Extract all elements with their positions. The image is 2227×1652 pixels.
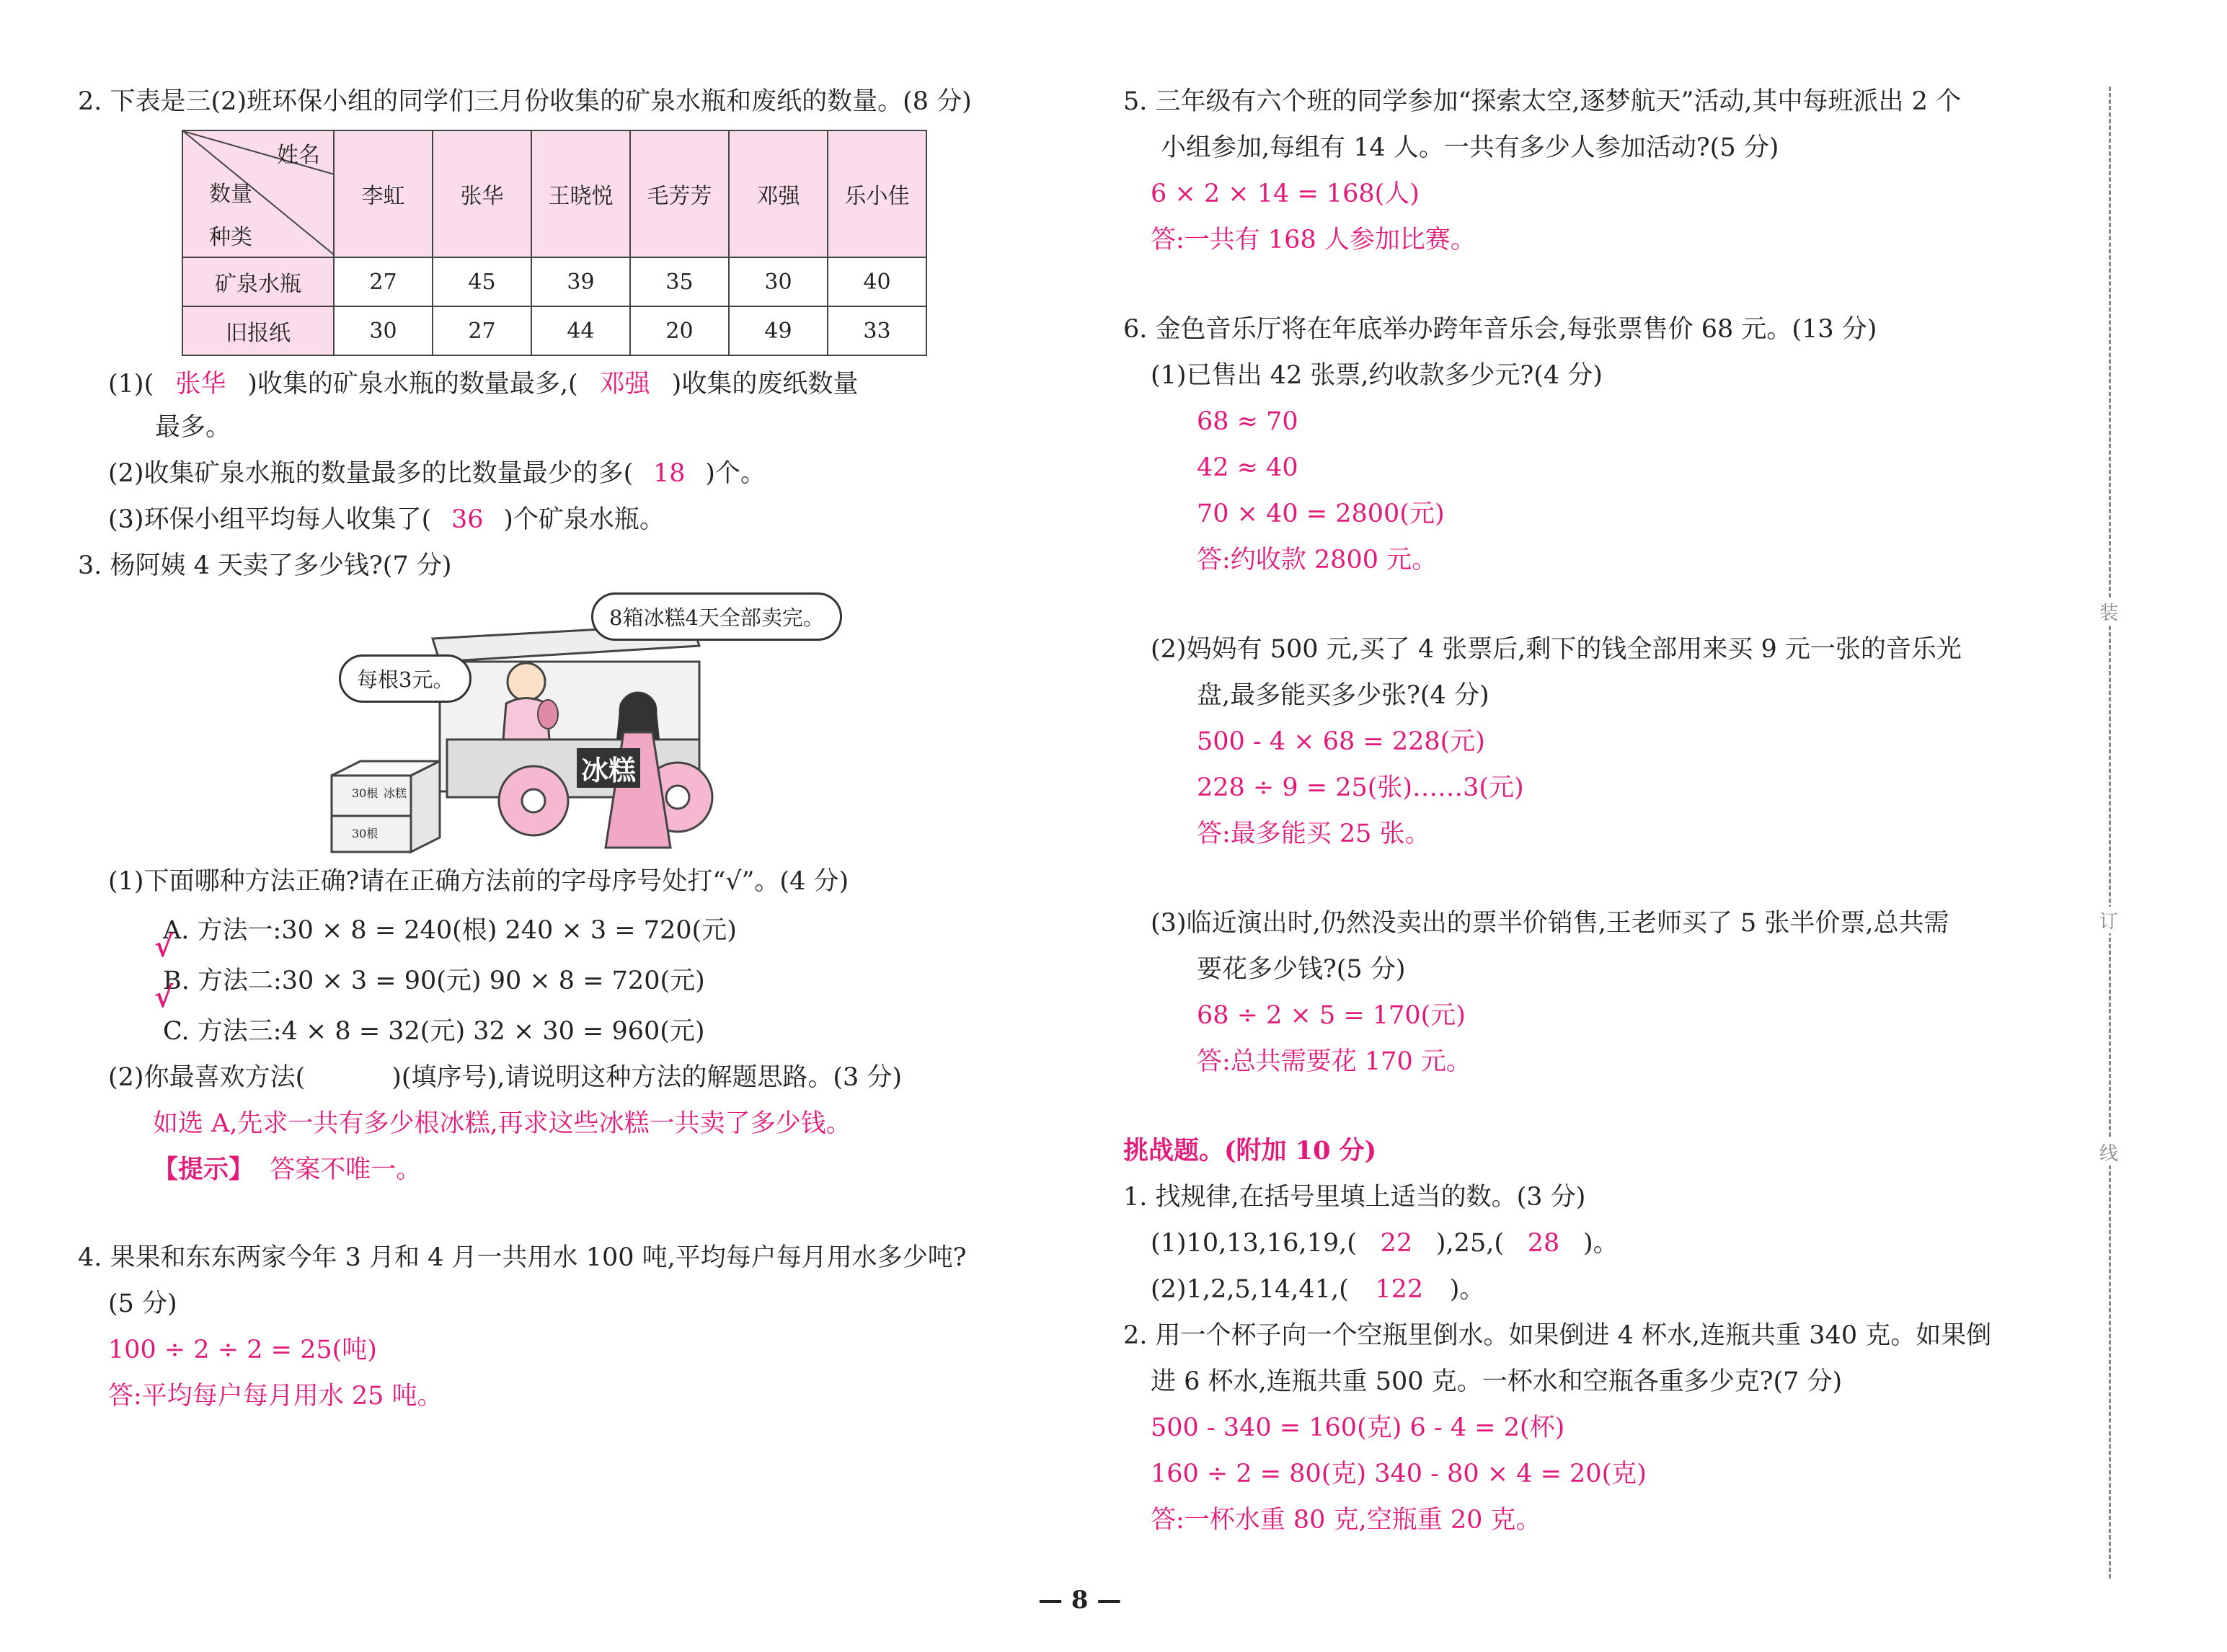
name-header: 王晓悦	[531, 130, 630, 257]
page-number: — 8 —	[1038, 1586, 1122, 1615]
table-cell: 30	[729, 257, 828, 306]
cq1-text-e: )。	[1449, 1275, 1485, 1304]
table-cell: 40	[828, 257, 926, 306]
name-header: 邓强	[729, 130, 828, 257]
q2-p1-text-d: 最多。	[155, 413, 231, 442]
q6-title: 6. 金色音乐厅将在年底举办跨年音乐会,每张票售价 68 元。(13 分)	[1123, 315, 1877, 344]
table-cell: 27	[433, 306, 531, 355]
name-header: 乐小佳	[828, 130, 926, 257]
q2-p1-text-c: )收集的废纸数量	[671, 370, 859, 399]
challenge-q2-cont: 进 6 杯水,连瓶共重 500 克。一杯水和空瓶各重多少克?(7 分)	[1151, 1367, 1843, 1396]
q6-part1: (1)已售出 42 张票,约收款多少元?(4 分)	[1151, 361, 1603, 390]
cq1-text-a: (1)10,13,16,19,(	[1151, 1229, 1357, 1258]
q4-answer: 答:平均每户每月用水 25 吨。	[108, 1382, 443, 1411]
collection-table	[182, 130, 927, 356]
q3-part1: (1)下面哪种方法正确?请在正确方法前的字母序号处打“√”。(4 分)	[108, 867, 849, 896]
table-cell: 35	[630, 257, 729, 306]
challenge-q1-part1	[1151, 1227, 1619, 1260]
q6-part2-cont: 盘,最多能买多少张?(4 分)	[1197, 681, 1489, 710]
corner-qty-label: 数量	[209, 182, 252, 207]
cq1-answer1: 22	[1380, 1229, 1413, 1258]
q2-part2-line	[108, 457, 766, 490]
q4-title-cont: (5 分)	[108, 1289, 177, 1318]
ice-cream-cart-illustration	[317, 595, 824, 858]
speech-bubble-vendor: 每根3元。	[339, 654, 471, 703]
corner-name-label: 姓名	[277, 143, 320, 168]
hint-text: 答案不唯一。	[270, 1155, 422, 1184]
challenge-q1-part2	[1151, 1273, 1484, 1306]
row-label: 矿泉水瓶	[182, 257, 334, 306]
q3-option-a: A. 方法一:30 × 8 = 240(根) 240 × 3 = 720(元)	[163, 916, 737, 945]
q6-p3-answer: 答:总共需要花 170 元。	[1197, 1047, 1471, 1076]
q2-p1-answer2: 邓强	[599, 370, 650, 399]
q5-answer: 答:一共有 168 人参加比赛。	[1151, 226, 1476, 254]
name-header: 李虹	[334, 130, 433, 257]
q2-part1-line1	[108, 368, 858, 401]
q6-part2: (2)妈妈有 500 元,买了 4 张票后,剩下的钱全部用来买 9 元一张的音乐光	[1151, 635, 1962, 664]
table-row	[182, 306, 926, 355]
table-cell: 20	[630, 306, 729, 355]
q6-p1-calc1: 68 ≈ 70	[1197, 407, 1298, 436]
q5-calc: 6 × 2 × 14 = 168(人)	[1151, 179, 1420, 208]
table-cell: 33	[828, 306, 926, 355]
challenge-q1: 1. 找规律,在括号里填上适当的数。(3 分)	[1123, 1183, 1586, 1212]
table-cell: 49	[729, 306, 828, 355]
name-header: 毛芳芳	[630, 130, 729, 257]
q2-p3-text-b: )个矿泉水瓶。	[503, 505, 665, 534]
cart-sign: 冰糕	[577, 748, 640, 788]
q3-p2-text-a: (2)你最喜欢方法(	[108, 1063, 306, 1092]
name-header: 张华	[433, 130, 531, 257]
q2-p2-answer: 18	[652, 459, 686, 488]
q6-p1-answer: 答:约收款 2800 元。	[1197, 546, 1438, 574]
q3-p2-answer: 如选 A,先求一共有多少根冰糕,再求这些冰糕一共卖了多少钱。	[153, 1109, 851, 1138]
q5-title-cont: 小组参加,每组有 14 人。一共有多少人参加活动?(5 分)	[1161, 133, 1779, 162]
q2-p1-text-b: )收集的矿泉水瓶的数量最多,(	[247, 370, 578, 399]
q3-p2-text-b: )(填序号),请说明这种方法的解题思路。(3 分)	[391, 1063, 903, 1092]
q2-p3-answer: 36	[451, 505, 484, 534]
q2-p2-text-a: (2)收集矿泉水瓶的数量最多的比数量最少的多(	[108, 459, 634, 488]
checkmark-icon: √	[154, 980, 174, 1014]
table-cell: 44	[531, 306, 630, 355]
margin-char: 装	[2099, 598, 2118, 625]
corner-kind-label: 种类	[209, 225, 252, 250]
q6-p3-calc: 68 ÷ 2 × 5 = 170(元)	[1197, 1001, 1466, 1030]
q2-p2-text-b: )个。	[705, 459, 766, 488]
hint-tag: 【提示】	[153, 1155, 254, 1184]
q2-part3-line	[108, 503, 665, 536]
checkmark-icon: √	[154, 930, 174, 964]
binding-dashed-line	[2109, 86, 2111, 1578]
challenge-q2-calc1: 500 - 340 = 160(克) 6 - 4 = 2(杯)	[1151, 1413, 1565, 1442]
q2-p3-text-a: (3)环保小组平均每人收集了(	[108, 505, 432, 534]
box-label: 30根	[352, 827, 378, 840]
q6-part3-cont: 要花多少钱?(5 分)	[1197, 955, 1406, 984]
speech-bubble-cart: 8箱冰糕4天全部卖完。	[591, 592, 842, 641]
q4-title: 4. 果果和东东两家今年 3 月和 4 月一共用水 100 吨,平均每户每月用水多少吨?	[78, 1243, 967, 1272]
q3-title: 3. 杨阿姨 4 天卖了多少钱?(7 分)	[78, 551, 452, 580]
cq1-text-d: (2)1,2,5,14,41,(	[1151, 1275, 1349, 1304]
q6-p1-calc3: 70 × 40 = 2800(元)	[1197, 499, 1445, 528]
table-header-row	[182, 130, 926, 257]
q6-part3: (3)临近演出时,仍然没卖出的票半价销售,王老师买了 5 张半价票,总共需	[1151, 909, 1949, 938]
q3-option-c: C. 方法三:4 × 8 = 32(元) 32 × 30 = 960(元)	[163, 1017, 705, 1046]
margin-char: 订	[2099, 907, 2118, 933]
margin-char: 线	[2099, 1139, 2118, 1165]
box-brand-label: 冰糕	[384, 786, 407, 800]
cq1-text-c: )。	[1583, 1229, 1619, 1258]
table-corner-cell	[182, 130, 334, 257]
q6-p2-calc2: 228 ÷ 9 = 25(张)……3(元)	[1197, 773, 1524, 802]
q3-part2-line	[108, 1061, 902, 1094]
table-row	[182, 257, 926, 306]
table-cell: 45	[433, 257, 531, 306]
box-label: 30根	[352, 786, 378, 800]
challenge-title: 挑战题。(附加 10 分)	[1123, 1136, 1377, 1165]
row-label: 旧报纸	[182, 306, 334, 355]
q2-title: 2. 下表是三(2)班环保小组的同学们三月份收集的矿泉水瓶和废纸的数量。(8 分)	[78, 87, 972, 116]
q2-p1-text-a: (1)(	[108, 370, 154, 399]
q6-p2-answer: 答:最多能买 25 张。	[1197, 820, 1430, 848]
cq1-text-b: ),25,(	[1435, 1229, 1504, 1258]
q3-option-b: B. 方法二:30 × 3 = 90(元) 90 × 8 = 720(元)	[163, 967, 705, 995]
table-cell: 30	[334, 306, 433, 355]
cq1-answer2: 28	[1527, 1229, 1560, 1258]
q6-p1-calc2: 42 ≈ 40	[1197, 453, 1298, 482]
challenge-q2-answer: 答:一杯水重 80 克,空瓶重 20 克。	[1151, 1506, 1541, 1535]
table-cell: 27	[334, 257, 433, 306]
challenge-q2-calc2: 160 ÷ 2 = 80(克) 340 - 80 × 4 = 20(克)	[1151, 1460, 1647, 1488]
challenge-q2: 2. 用一个杯子向一个空瓶里倒水。如果倒进 4 杯水,连瓶共重 340 克。如果倒	[1123, 1321, 1992, 1350]
cq1-answer3: 122	[1375, 1275, 1424, 1304]
q2-p1-answer1: 张华	[175, 370, 226, 399]
q3-hint-line	[153, 1153, 421, 1186]
table-cell: 39	[531, 257, 630, 306]
q6-p2-calc1: 500 - 4 × 68 = 228(元)	[1197, 727, 1485, 756]
q4-calc: 100 ÷ 2 ÷ 2 = 25(吨)	[108, 1336, 377, 1364]
q5-title: 5. 三年级有六个班的同学参加“探索太空,逐梦航天”活动,其中每班派出 2 个	[1123, 87, 1962, 116]
